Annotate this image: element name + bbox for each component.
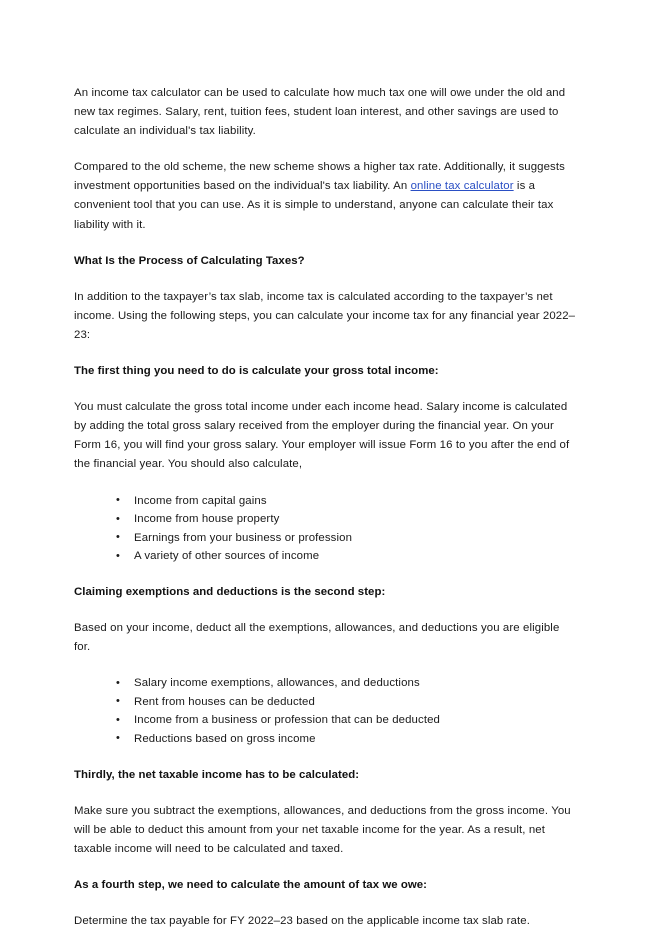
- online-tax-calculator-link[interactable]: online tax calculator: [410, 180, 514, 193]
- list-item: • Income from house property: [116, 510, 578, 529]
- intro-paragraph: An income tax calculator can be used to calculate how much tax one will owe under the old and new tax regimes. Salary, rent, tuition fees, student loan interest, and other savings are used to calculate an individual's tax liability.: [74, 87, 566, 138]
- heading-step-one-gross-total-income: The first thing you need to do is calculate your gross total income:: [74, 365, 439, 378]
- list-item: • A variety of other sources of income: [116, 547, 578, 566]
- heading-step-two-exemptions-deductions: Claiming exemptions and deductions is the second step:: [74, 585, 386, 598]
- heading-step-three-net-taxable-income: Thirdly, the net taxable income has to be calculated:: [74, 768, 360, 781]
- list-item: • Salary income exemptions, allowances, and deductions: [116, 674, 578, 693]
- document-body: [74, 84, 578, 931]
- exemptions-deductions-list: [74, 674, 578, 748]
- list-item: • Earnings from your business or profession: [116, 529, 578, 548]
- list-item: • Reductions based on gross income: [116, 730, 578, 749]
- gross-income-sources-list: [74, 492, 578, 566]
- heading-process-of-calculating-taxes: What Is the Process of Calculating Taxes?: [74, 254, 305, 267]
- heading-step-four-tax-owed: As a fourth step, we need to calculate the amount of tax we owe:: [74, 878, 428, 891]
- comparison-paragraph: [74, 158, 578, 234]
- paragraph-text-before-link: Compared to the old scheme, the new scheme shows a higher tax rate. Additionally, it suggests investment opportunities based on the individual's tax liability. An: [74, 161, 565, 193]
- net-taxable-income-paragraph: Make sure you subtract the exemptions, allowances, and deductions from the gross income. You will be able to deduct this amount from your net taxable income for the year. As a result, net taxable income will need to be calculated and taxed.: [74, 804, 571, 855]
- paragraph-text-after-link: is a convenient tool that you can use. As it is simple to understand, anyone can calculate their tax liability with it.: [74, 180, 554, 231]
- list-item: • Rent from houses can be deducted: [116, 693, 578, 712]
- list-item: • Income from capital gains: [116, 492, 578, 511]
- list-item: • Income from a business or profession that can be deducted: [116, 711, 578, 730]
- exemptions-deductions-paragraph: Based on your income, deduct all the exemptions, allowances, and deductions you are eligible for.: [74, 621, 560, 654]
- tax-slab-paragraph: In addition to the taxpayer’s tax slab, income tax is calculated according to the taxpayer’s net income. Using the following steps, you can calculate your income tax for any financial year 2022–23:: [74, 290, 576, 341]
- tax-payable-paragraph: Determine the tax payable for FY 2022–23 based on the applicable income tax slab rate.: [74, 915, 531, 927]
- gross-total-income-paragraph: You must calculate the gross total income under each income head. Salary income is calculated by adding the total gross salary received from the employer during the financial year. On your Form 16, you will find your gross salary. Your employer will issue Form 16 to you after the end of the financial year. You should also calculate,: [74, 401, 570, 471]
